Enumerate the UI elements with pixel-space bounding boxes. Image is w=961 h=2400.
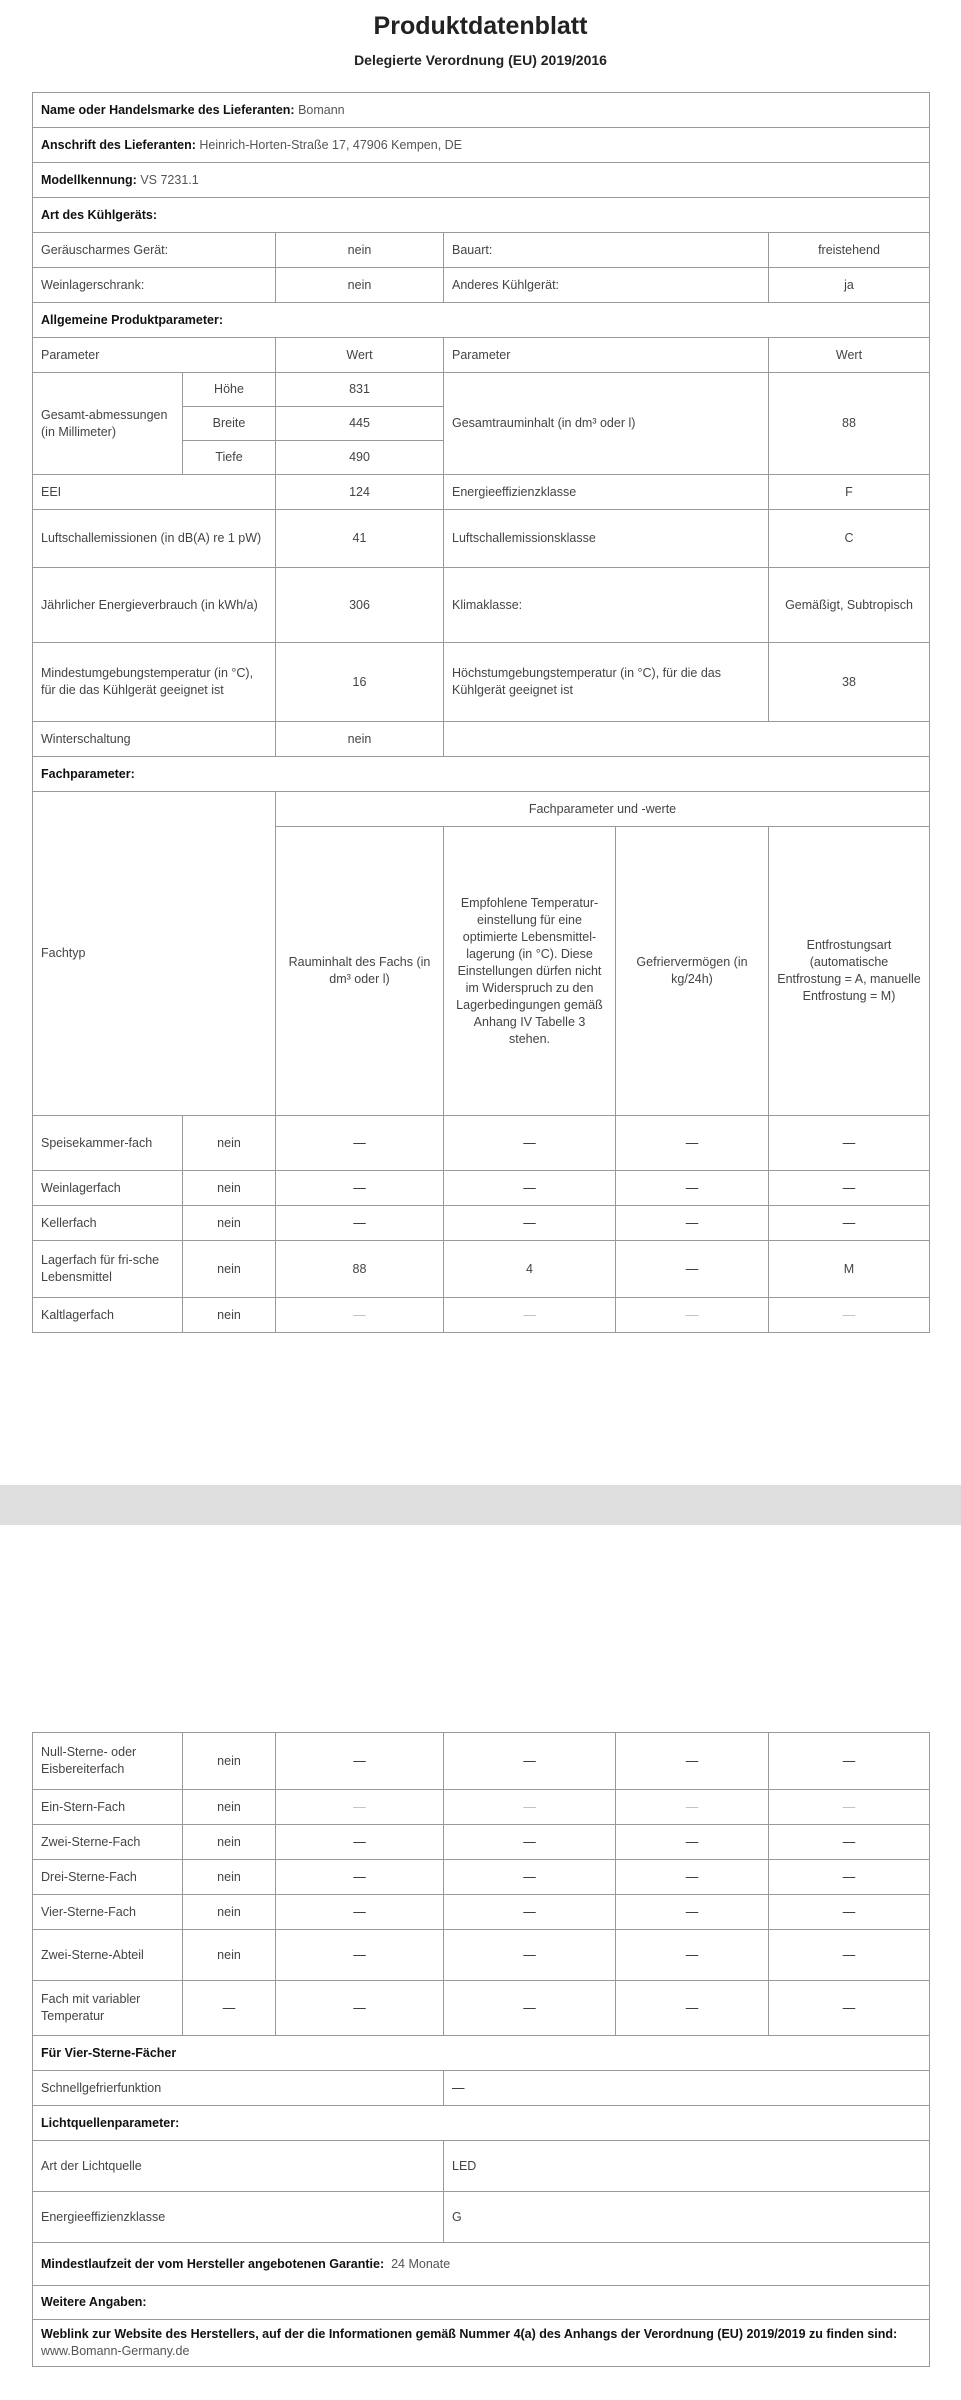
- compartment-name: Fach mit variabler Temperatur: [33, 1981, 183, 2036]
- compartment-temp: —: [444, 1790, 616, 1825]
- compartment-rows-1: [33, 1116, 930, 1333]
- compartment-present: nein: [183, 1860, 276, 1895]
- compartment-name: Drei-Sterne-Fach: [33, 1860, 183, 1895]
- compartment-volume: —: [276, 1733, 444, 1790]
- min-temp-value: 16: [276, 643, 444, 722]
- light-class-label: Energieeffizienzklasse: [33, 2192, 444, 2243]
- compartment-freeze: —: [616, 1116, 769, 1171]
- col-defrost-header: Entfrostungsart (automatische Entfrostung = A, manuelle Entfrostung = M): [769, 827, 930, 1116]
- eei-value: 124: [276, 475, 444, 510]
- total-volume-label: Gesamtrauminhalt (in dm³ oder l): [444, 373, 769, 475]
- col-volume-header: Rauminhalt des Fachs (in dm³ oder l): [276, 827, 444, 1116]
- consumption-label: Jährlicher Energieverbrauch (in kWh/a): [33, 568, 276, 643]
- noise-class-value: C: [769, 510, 930, 568]
- compartment-volume: —: [276, 1206, 444, 1241]
- compartment-type-header: Fachtyp: [33, 792, 276, 1116]
- compartment-row: [33, 1206, 930, 1241]
- compartment-row: [33, 1895, 930, 1930]
- compartment-freeze: —: [616, 1171, 769, 1206]
- page-separator: [0, 1485, 961, 1525]
- winter-value: nein: [276, 722, 444, 757]
- compartment-defrost: —: [769, 1895, 930, 1930]
- compartment-volume: —: [276, 1895, 444, 1930]
- wine-cabinet-label: Weinlagerschrank:: [33, 268, 276, 303]
- compartment-present: nein: [183, 1790, 276, 1825]
- compartment-defrost: —: [769, 1298, 930, 1333]
- compartment-row: [33, 1241, 930, 1298]
- warranty-value: 24 Monate: [391, 2256, 451, 2271]
- value-header-2: Wert: [769, 338, 930, 373]
- supplier-name-row: [33, 93, 930, 128]
- section-general: [33, 303, 930, 338]
- compartment-volume: 88: [276, 1241, 444, 1298]
- other-appliance-label: Anderes Kühlgerät:: [444, 268, 769, 303]
- compartment-temp: —: [444, 1116, 616, 1171]
- compartment-temp: —: [444, 1930, 616, 1981]
- appliance-type-heading: Art des Kühlgeräts:: [33, 198, 930, 233]
- compartment-volume: —: [276, 1825, 444, 1860]
- compartment-name: Kellerfach: [33, 1206, 183, 1241]
- page-title: Produktdatenblatt: [373, 12, 588, 40]
- compartment-volume: —: [276, 1981, 444, 2036]
- compartment-freeze: —: [616, 1733, 769, 1790]
- design-value: freistehend: [769, 233, 930, 268]
- supplier-address-label: Anschrift des Lieferanten:: [41, 137, 196, 152]
- compartment-present: —: [183, 1981, 276, 2036]
- compartment-temp: —: [444, 1733, 616, 1790]
- compartment-present: nein: [183, 1930, 276, 1981]
- compartment-temp: —: [444, 1825, 616, 1860]
- winter-label: Winterschaltung: [33, 722, 276, 757]
- weblink-row: [33, 2320, 930, 2367]
- design-label: Bauart:: [444, 233, 769, 268]
- fast-freeze-label: Schnellgefrierfunktion: [33, 2071, 444, 2106]
- compartment-row: [33, 1733, 930, 1790]
- compartment-volume: —: [276, 1116, 444, 1171]
- value-header: Wert: [276, 338, 444, 373]
- consumption-value: 306: [276, 568, 444, 643]
- compartment-defrost: —: [769, 1981, 930, 2036]
- weblink-label: Weblink zur Website des Herstellers, auf der die Informationen gemäß Nummer 4(a) des Anhangs der Verordnung (EU) 2019/2019 zu finden sind:: [41, 2327, 898, 2341]
- light-type-row: [33, 2141, 930, 2192]
- depth-value: 490: [276, 441, 444, 475]
- fast-freeze-value: —: [444, 2071, 930, 2106]
- total-volume-value: 88: [769, 373, 930, 475]
- noise-label: Luftschallemissionen (in dB(A) re 1 pW): [33, 510, 276, 568]
- compartment-present: nein: [183, 1116, 276, 1171]
- section-four-star: [33, 2036, 930, 2071]
- empty-cell: [444, 722, 930, 757]
- compartment-freeze: —: [616, 1206, 769, 1241]
- compartment-defrost: —: [769, 1860, 930, 1895]
- width-label: Breite: [183, 407, 276, 441]
- low-noise-label: Geräuscharmes Gerät:: [33, 233, 276, 268]
- compartment-temp: 4: [444, 1241, 616, 1298]
- compartment-defrost: —: [769, 1825, 930, 1860]
- compartments-heading: Fachparameter:: [33, 757, 930, 792]
- appliance-row-2: [33, 268, 930, 303]
- compartment-name: Zwei-Sterne-Fach: [33, 1825, 183, 1860]
- climate-label: Klimaklasse:: [444, 568, 769, 643]
- param-header-2: Parameter: [444, 338, 769, 373]
- compartment-freeze: —: [616, 1930, 769, 1981]
- general-heading: Allgemeine Produktparameter:: [33, 303, 930, 338]
- min-temp-label: Mindestumgebungstemperatur (in °C), für die das Kühlgerät geeignet ist: [33, 643, 276, 722]
- compartment-name: Zwei-Sterne-Abteil: [33, 1930, 183, 1981]
- section-appliance-type: [33, 198, 930, 233]
- product-data-table: [32, 92, 930, 1333]
- compartment-defrost: —: [769, 1171, 930, 1206]
- compartment-freeze: —: [616, 1825, 769, 1860]
- compartment-row: [33, 1825, 930, 1860]
- weblink-value: www.Bomann-Germany.de: [41, 2344, 190, 2358]
- compartment-freeze: —: [616, 1241, 769, 1298]
- dimensions-label: Gesamt-abmessungen (in Millimeter): [33, 373, 183, 475]
- warranty-label: Mindestlaufzeit der vom Hersteller angebotenen Garantie:: [41, 2256, 385, 2271]
- compartment-row: [33, 1171, 930, 1206]
- compartment-volume: —: [276, 1930, 444, 1981]
- warranty-row: [33, 2243, 930, 2286]
- compartment-row: [33, 1930, 930, 1981]
- other-appliance-value: ja: [769, 268, 930, 303]
- compartment-temp: —: [444, 1895, 616, 1930]
- four-star-heading: Für Vier-Sterne-Fächer: [33, 2036, 930, 2071]
- compartment-freeze: —: [616, 1860, 769, 1895]
- energy-class-label: Energieeffizienzklasse: [444, 475, 769, 510]
- compartment-group-header: Fachparameter und -werte: [276, 792, 930, 827]
- compartment-present: nein: [183, 1895, 276, 1930]
- compartment-freeze: —: [616, 1895, 769, 1930]
- winter-row: [33, 722, 930, 757]
- compartment-name: Vier-Sterne-Fach: [33, 1895, 183, 1930]
- col-temp-header: Empfohlene Temperatur-einstellung für eine optimierte Lebensmittel-lagerung (in °C). Diese Einstellungen dürfen nicht im Widerspruch zu den Lagerbedingungen gemäß Anhang IV Tabelle 3 stehen.: [444, 827, 616, 1116]
- compartment-defrost: —: [769, 1206, 930, 1241]
- light-type-label: Art der Lichtquelle: [33, 2141, 444, 2192]
- supplier-address-row: [33, 128, 930, 163]
- compartment-volume: —: [276, 1298, 444, 1333]
- page-subtitle: Delegierte Verordnung (EU) 2019/2016: [354, 52, 607, 68]
- noise-value: 41: [276, 510, 444, 568]
- col-freeze-header: Gefriervermögen (in kg/24h): [616, 827, 769, 1116]
- product-data-table-continued: [32, 1732, 930, 2367]
- light-type-value: LED: [444, 2141, 930, 2192]
- compartment-name: Null-Sterne- oder Eisbereiterfach: [33, 1733, 183, 1790]
- compartment-temp: —: [444, 1981, 616, 2036]
- compartment-freeze: —: [616, 1298, 769, 1333]
- compartment-row: [33, 1790, 930, 1825]
- compartments-group-row: [33, 792, 930, 827]
- general-header-row: [33, 338, 930, 373]
- light-heading: Lichtquellenparameter:: [33, 2106, 930, 2141]
- max-temp-value: 38: [769, 643, 930, 722]
- compartment-temp: —: [444, 1298, 616, 1333]
- compartment-name: Ein-Stern-Fach: [33, 1790, 183, 1825]
- compartment-defrost: —: [769, 1790, 930, 1825]
- light-class-value: G: [444, 2192, 930, 2243]
- compartment-defrost: M: [769, 1241, 930, 1298]
- model-value: VS 7231.1: [140, 172, 199, 187]
- compartment-present: nein: [183, 1171, 276, 1206]
- climate-value: Gemäßigt, Subtropisch: [769, 568, 930, 643]
- compartment-defrost: —: [769, 1930, 930, 1981]
- section-compartments: [33, 757, 930, 792]
- model-row: [33, 163, 930, 198]
- energy-class-value: F: [769, 475, 930, 510]
- light-class-row: [33, 2192, 930, 2243]
- dims-row-height: [33, 373, 930, 407]
- compartment-present: nein: [183, 1733, 276, 1790]
- compartment-name: Speisekammer-fach: [33, 1116, 183, 1171]
- compartment-freeze: —: [616, 1981, 769, 2036]
- noise-row: [33, 510, 930, 568]
- section-further: [33, 2286, 930, 2320]
- appliance-row-1: [33, 233, 930, 268]
- compartment-defrost: —: [769, 1116, 930, 1171]
- compartment-present: nein: [183, 1298, 276, 1333]
- width-value: 445: [276, 407, 444, 441]
- further-heading: Weitere Angaben:: [33, 2286, 930, 2320]
- compartment-temp: —: [444, 1206, 616, 1241]
- compartment-name: Lagerfach für fri-sche Lebensmittel: [33, 1241, 183, 1298]
- supplier-address-value: Heinrich-Horten-Straße 17, 47906 Kempen, DE: [199, 137, 463, 152]
- eei-label: EEI: [33, 475, 276, 510]
- compartment-volume: —: [276, 1171, 444, 1206]
- compartment-row: [33, 1298, 930, 1333]
- consumption-row: [33, 568, 930, 643]
- supplier-name-value: Bomann: [298, 102, 345, 117]
- section-light: [33, 2106, 930, 2141]
- compartment-row: [33, 1860, 930, 1895]
- compartment-name: Kaltlagerfach: [33, 1298, 183, 1333]
- low-noise-value: nein: [276, 233, 444, 268]
- height-label: Höhe: [183, 373, 276, 407]
- noise-class-label: Luftschallemissionsklasse: [444, 510, 769, 568]
- compartment-row: [33, 1981, 930, 2036]
- depth-label: Tiefe: [183, 441, 276, 475]
- compartment-freeze: —: [616, 1790, 769, 1825]
- max-temp-label: Höchstumgebungstemperatur (in °C), für die das Kühlgerät geeignet ist: [444, 643, 769, 722]
- model-label: Modellkennung:: [41, 172, 137, 187]
- param-header: Parameter: [33, 338, 276, 373]
- eei-row: [33, 475, 930, 510]
- compartment-volume: —: [276, 1790, 444, 1825]
- compartment-name: Weinlagerfach: [33, 1171, 183, 1206]
- fast-freeze-row: [33, 2071, 930, 2106]
- supplier-name-label: Name oder Handelsmarke des Lieferanten:: [41, 102, 295, 117]
- compartment-row: [33, 1116, 930, 1171]
- wine-cabinet-value: nein: [276, 268, 444, 303]
- compartment-present: nein: [183, 1241, 276, 1298]
- compartment-temp: —: [444, 1171, 616, 1206]
- compartment-volume: —: [276, 1860, 444, 1895]
- compartment-defrost: —: [769, 1733, 930, 1790]
- compartment-temp: —: [444, 1860, 616, 1895]
- height-value: 831: [276, 373, 444, 407]
- compartment-present: nein: [183, 1206, 276, 1241]
- temperature-row: [33, 643, 930, 722]
- compartment-present: nein: [183, 1825, 276, 1860]
